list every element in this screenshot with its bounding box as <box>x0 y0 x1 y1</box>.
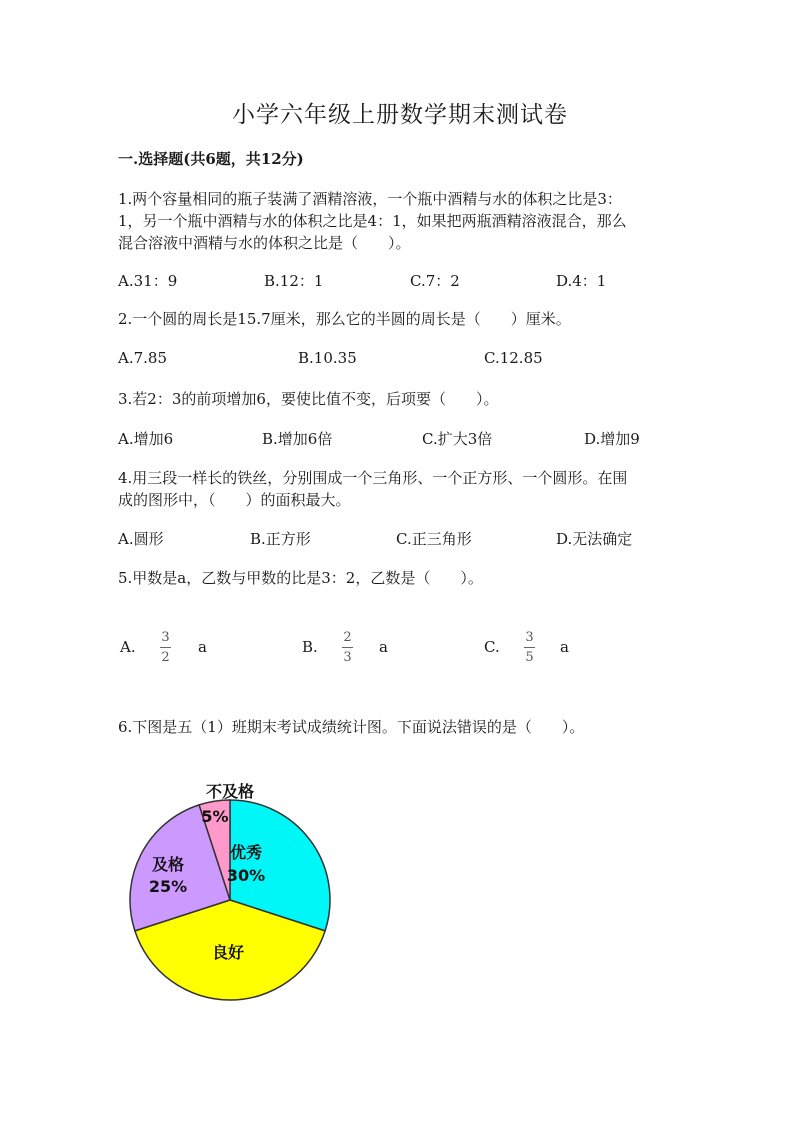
q5-option-c-fraction <box>524 630 535 665</box>
q1-option-d[interactable]: D.4：1 <box>556 272 607 290</box>
q5-option-c-variable: a <box>560 638 569 656</box>
slice-label-pass: 及格 <box>151 855 185 874</box>
fraction-bar <box>524 647 535 648</box>
q4-option-b[interactable]: B.正方形 <box>250 530 311 548</box>
slice-value-fail: 5% <box>201 807 229 826</box>
fraction-numerator: 3 <box>161 630 170 645</box>
q5-option-a-fraction <box>160 630 171 665</box>
q3-option-b[interactable]: B.增加6倍 <box>262 430 333 448</box>
q5-option-b-letter: B. <box>302 638 318 656</box>
section-heading: 一.选择题(共6题，共12分) <box>118 150 304 168</box>
question-1-line-2: 1，另一个瓶中酒精与水的体积之比是4：1，如果把两瓶酒精溶液混合，那么 <box>118 212 627 230</box>
q3-option-d[interactable]: D.增加9 <box>584 430 640 448</box>
fraction-bar <box>160 647 171 648</box>
question-4-line-1: 4.用三段一样长的铁丝，分别围成一个三角形、一个正方形、一个圆形。在围 <box>118 469 628 487</box>
q1-option-a[interactable]: A.31：9 <box>118 272 178 290</box>
question-1-line-1: 1.两个容量相同的瓶子装满了酒精溶液，一个瓶中酒精与水的体积之比是3： <box>118 190 622 208</box>
slice-label-fail: 不及格 <box>205 782 255 801</box>
q3-option-c[interactable]: C.扩大3倍 <box>422 430 493 448</box>
q5-option-a-letter: A. <box>120 638 136 656</box>
question-5: 5.甲数是a，乙数与甲数的比是3：2，乙数是（ ）。 <box>118 569 483 587</box>
q3-option-a[interactable]: A.增加6 <box>118 430 174 448</box>
fraction-denominator: 2 <box>161 650 170 665</box>
page-title: 小学六年级上册数学期末测试卷 <box>232 102 568 128</box>
question-2: 2.一个圆的周长是15.7厘米，那么它的半圆的周长是（ ）厘米。 <box>118 310 571 328</box>
q4-option-a[interactable]: A.圆形 <box>118 530 164 548</box>
q4-option-c[interactable]: C.正三角形 <box>396 530 472 548</box>
q5-option-b-fraction <box>342 630 353 665</box>
slice-value-excellent: 30% <box>226 866 266 885</box>
fraction-numerator: 2 <box>343 630 352 645</box>
question-1-line-3: 混合溶液中酒精与水的体积之比是（ ）。 <box>118 234 411 252</box>
question-4-line-2: 成的图形中，（ ）的面积最大。 <box>118 491 351 509</box>
grade-pie-chart <box>110 770 350 1010</box>
fraction-numerator: 3 <box>525 630 534 645</box>
q4-option-d[interactable]: D.无法确定 <box>556 530 633 548</box>
q5-option-c-letter: C. <box>484 638 500 656</box>
slice-value-pass: 25% <box>148 877 188 896</box>
fraction-denominator: 3 <box>343 650 352 665</box>
q5-option-a-variable: a <box>198 638 207 656</box>
slice-label-excellent: 优秀 <box>229 843 263 862</box>
q2-option-c[interactable]: C.12.85 <box>484 349 543 367</box>
question-3: 3.若2：3的前项增加6，要使比值不变，后项要（ ）。 <box>118 390 499 408</box>
question-6: 6.下图是五（1）班期末考试成绩统计图。下面说法错误的是（ ）。 <box>118 718 585 736</box>
fraction-denominator: 5 <box>525 650 534 665</box>
q2-option-a[interactable]: A.7.85 <box>118 349 167 367</box>
slice-label-good: 良好 <box>211 943 245 962</box>
pie-slices <box>130 800 330 1000</box>
q2-option-b[interactable]: B.10.35 <box>298 349 357 367</box>
q1-option-b[interactable]: B.12：1 <box>264 272 324 290</box>
q5-option-b-variable: a <box>379 638 388 656</box>
q1-option-c[interactable]: C.7：2 <box>410 272 460 290</box>
fraction-bar <box>342 647 353 648</box>
